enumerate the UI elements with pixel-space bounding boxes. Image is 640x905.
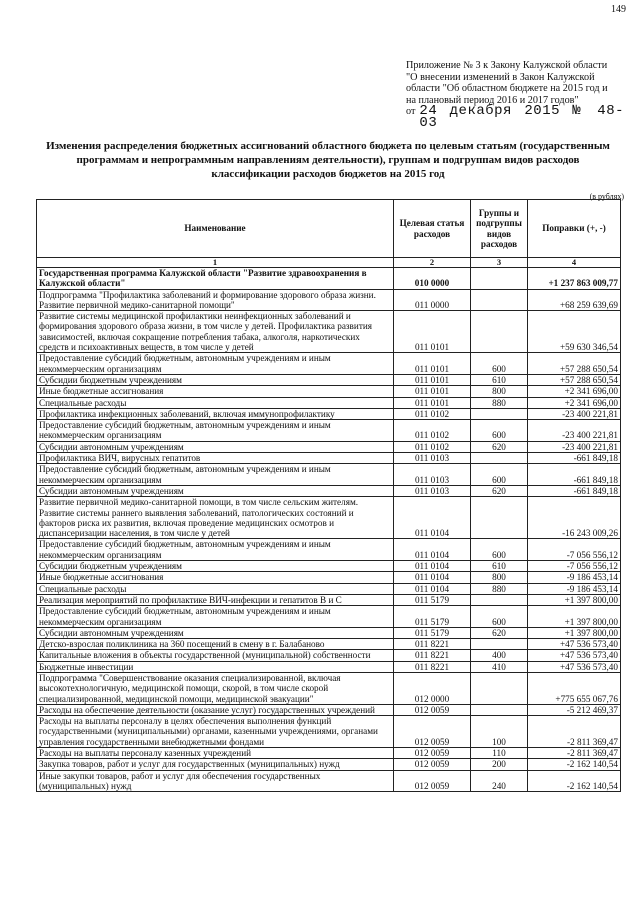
row-name: Предоставление субсидий бюджетным, автономным учреждениям и иным некоммерческим организациям	[37, 464, 394, 486]
row-group: 620	[471, 485, 528, 496]
row-amount: -661 849,18	[528, 453, 621, 464]
unit-note: (в рублях)	[589, 192, 624, 201]
row-amount: -23 400 221,81	[528, 408, 621, 419]
table-row	[37, 639, 621, 650]
row-amount: -2 811 369,47	[528, 748, 621, 759]
page-number: 149	[611, 4, 626, 15]
row-name: Расходы на обеспечение деятельности (оказание услуг) государственных учреждений	[37, 704, 394, 715]
row-group: 600	[471, 606, 528, 628]
row-name: Подпрограмма "Совершенствование оказания специализированной, включая высокотехнологичную, медицинской помощи, скорой, в том числе скорой специализированной, медицинской помощи, медицинской эвакуации"	[37, 672, 394, 704]
row-amount: -661 849,18	[528, 485, 621, 496]
header-code: Целевая статья расходов	[394, 200, 471, 258]
appendix-note	[406, 60, 624, 130]
row-name: Иные закупки товаров, работ и услуг для обеспечения государственных (муниципальных) нужд	[37, 770, 394, 792]
table-row	[37, 453, 621, 464]
column-number: 1	[37, 258, 394, 268]
table-row	[37, 583, 621, 594]
row-amount: +57 288 650,54	[528, 353, 621, 375]
row-code: 011 0101	[394, 386, 471, 397]
table-row	[37, 420, 621, 442]
table-row	[37, 770, 621, 792]
date-prefix: от	[406, 106, 416, 118]
budget-table	[36, 199, 621, 792]
row-name: Предоставление субсидий бюджетным, автономным учреждениям и иным некоммерческим организациям	[37, 353, 394, 375]
row-name: Бюджетные инвестиции	[37, 661, 394, 672]
table-row	[37, 386, 621, 397]
row-group: 600	[471, 539, 528, 561]
row-code: 012 0059	[394, 704, 471, 715]
row-code: 012 0059	[394, 748, 471, 759]
row-amount: -661 849,18	[528, 464, 621, 486]
table-row	[37, 497, 621, 539]
row-amount: -23 400 221,81	[528, 441, 621, 452]
table-row	[37, 374, 621, 385]
law-date-line	[406, 103, 624, 131]
row-code: 011 0103	[394, 453, 471, 464]
row-group	[471, 672, 528, 704]
row-name: Реализация мероприятий по профилактике ВИЧ-инфекции и гепатитов В и С	[37, 594, 394, 605]
row-name: Специальные расходы	[37, 583, 394, 594]
row-code: 012 0059	[394, 759, 471, 770]
row-amount: +775 655 067,76	[528, 672, 621, 704]
column-number: 4	[528, 258, 621, 268]
row-group: 600	[471, 420, 528, 442]
table-row	[37, 441, 621, 452]
row-group: 400	[471, 650, 528, 661]
row-code: 012 0059	[394, 770, 471, 792]
table-row	[37, 672, 621, 704]
row-amount: -2 162 140,54	[528, 759, 621, 770]
table-row	[37, 353, 621, 375]
row-name: Государственная программа Калужской области "Развитие здравоохранения в Калужской области"	[37, 268, 394, 290]
table-row	[37, 748, 621, 759]
row-code: 011 0103	[394, 464, 471, 486]
row-name: Капитальные вложения в объекты государственной (муниципальной) собственности	[37, 650, 394, 661]
row-group: 100	[471, 716, 528, 748]
appendix-line: области "Об областном бюджете на 2015 год и	[406, 83, 608, 95]
header-group: Группы и подгруппы видов расходов	[471, 200, 528, 258]
row-group	[471, 704, 528, 715]
table-row	[37, 485, 621, 496]
row-group: 610	[471, 374, 528, 385]
table-row	[37, 704, 621, 715]
column-number: 3	[471, 258, 528, 268]
row-code: 012 0059	[394, 716, 471, 748]
table-row	[37, 606, 621, 628]
row-amount: -9 186 453,14	[528, 583, 621, 594]
row-code: 011 8221	[394, 661, 471, 672]
row-group	[471, 594, 528, 605]
row-group	[471, 408, 528, 419]
table-row	[37, 268, 621, 290]
document-title: Изменения распределения бюджетных ассигнований областного бюджета по целевым статьям (государственным программам и непрограммным направлениям деятельности), группам и подгруппам видов расходов классификации расходов бюджетов на 2015 год	[46, 140, 610, 180]
table-row	[37, 539, 621, 561]
row-group: 620	[471, 441, 528, 452]
row-code: 011 0102	[394, 408, 471, 419]
row-name: Предоставление субсидий бюджетным, автономным учреждениям и иным некоммерческим организациям	[37, 539, 394, 561]
row-group: 410	[471, 661, 528, 672]
row-amount: -16 243 009,26	[528, 497, 621, 539]
row-group: 200	[471, 759, 528, 770]
table-row	[37, 759, 621, 770]
row-amount: -7 056 556,12	[528, 539, 621, 561]
row-amount: +57 288 650,54	[528, 374, 621, 385]
row-code: 011 8221	[394, 650, 471, 661]
row-group: 610	[471, 561, 528, 572]
row-amount: +68 259 639,69	[528, 289, 621, 311]
row-name: Специальные расходы	[37, 397, 394, 408]
row-group	[471, 639, 528, 650]
row-code: 011 0101	[394, 353, 471, 375]
row-code: 011 0102	[394, 441, 471, 452]
row-code: 011 0101	[394, 374, 471, 385]
table-header-row	[37, 200, 621, 258]
row-name: Расходы на выплаты персоналу в целях обеспечения выполнения функций государственными (муниципальными) органами, казенными учреждениями, органами управления государственными внебюджетными фондами	[37, 716, 394, 748]
row-group: 880	[471, 397, 528, 408]
table-row	[37, 397, 621, 408]
row-amount: -9 186 453,14	[528, 572, 621, 583]
row-name: Закупка товаров, работ и услуг для государственных (муниципальных) нужд	[37, 759, 394, 770]
row-name: Субсидии бюджетным учреждениям	[37, 561, 394, 572]
row-name: Профилактика ВИЧ, вирусных гепатитов	[37, 453, 394, 464]
row-group: 110	[471, 748, 528, 759]
row-group: 600	[471, 353, 528, 375]
row-code: 011 0000	[394, 289, 471, 311]
row-amount: -23 400 221,81	[528, 420, 621, 442]
row-amount: -2 162 140,54	[528, 770, 621, 792]
appendix-line: Приложение № 3 к Закону Калужской области	[406, 60, 608, 71]
row-name: Детско-взрослая поликлиника на 360 посещений в смену в г. Балабаново	[37, 639, 394, 650]
row-amount: +1 397 800,00	[528, 627, 621, 638]
row-code: 011 0104	[394, 583, 471, 594]
table-row	[37, 289, 621, 311]
table-body	[37, 268, 621, 792]
row-name: Профилактика инфекционных заболеваний, включая иммунопрофилактику	[37, 408, 394, 419]
row-code: 011 0104	[394, 539, 471, 561]
table-row	[37, 572, 621, 583]
table-row	[37, 627, 621, 638]
row-amount: -5 212 469,37	[528, 704, 621, 715]
row-amount: +47 536 573,40	[528, 650, 621, 661]
row-group	[471, 289, 528, 311]
row-name: Подпрограмма "Профилактика заболеваний и формирование здорового образа жизни. Развитие первичной медико-санитарной помощи"	[37, 289, 394, 311]
row-amount: +1 397 800,00	[528, 606, 621, 628]
row-group: 600	[471, 464, 528, 486]
row-code: 011 5179	[394, 606, 471, 628]
row-group: 800	[471, 572, 528, 583]
row-group: 880	[471, 583, 528, 594]
row-group: 620	[471, 627, 528, 638]
table-row	[37, 561, 621, 572]
row-code: 011 0103	[394, 485, 471, 496]
table-row	[37, 661, 621, 672]
row-name: Субсидии автономным учреждениям	[37, 627, 394, 638]
row-name: Развитие первичной медико-санитарной помощи, в том числе сельским жителям. Развитие системы раннего выявления заболеваний, патологических состояний и факторов риска их развития, включая проведение медицинских осмотров и диспансеризации населения, в том числе у детей	[37, 497, 394, 539]
row-code: 012 0000	[394, 672, 471, 704]
row-code: 011 0104	[394, 497, 471, 539]
row-name: Иные бюджетные ассигнования	[37, 572, 394, 583]
table-row	[37, 716, 621, 748]
row-group	[471, 268, 528, 290]
table-row	[37, 464, 621, 486]
row-group	[471, 497, 528, 539]
header-name: Наименование	[37, 200, 394, 258]
row-group: 240	[471, 770, 528, 792]
row-group	[471, 311, 528, 353]
table-row	[37, 408, 621, 419]
appendix-line: на плановый период 2016 и 2017 годов"	[406, 94, 579, 106]
row-group: 800	[471, 386, 528, 397]
row-amount: +59 630 346,54	[528, 311, 621, 353]
row-amount: +1 237 863 009,77	[528, 268, 621, 290]
column-number-row	[37, 258, 621, 268]
row-amount: -7 056 556,12	[528, 561, 621, 572]
row-name: Субсидии автономным учреждениям	[37, 441, 394, 452]
row-name: Предоставление субсидий бюджетным, автономным учреждениям и иным некоммерческим организациям	[37, 420, 394, 442]
row-name: Развитие системы медицинской профилактики неинфекционных заболеваний и формирования здорового образа жизни, в том числе у детей. Профилактика развития зависимостей, включая сокращение потребления табака, алкоголя, наркотических средств и психоактивных веществ, в том числе у детей	[37, 311, 394, 353]
row-code: 011 0102	[394, 420, 471, 442]
row-amount: +47 536 573,40	[528, 639, 621, 650]
row-amount: +1 397 800,00	[528, 594, 621, 605]
row-name: Субсидии бюджетным учреждениям	[37, 374, 394, 385]
row-amount: -2 811 369,47	[528, 716, 621, 748]
row-code: 011 5179	[394, 594, 471, 605]
row-amount: +2 341 696,00	[528, 397, 621, 408]
row-code: 010 0000	[394, 268, 471, 290]
header-amount: Поправки (+, -)	[528, 200, 621, 258]
row-code: 011 8221	[394, 639, 471, 650]
row-name: Иные бюджетные ассигнования	[37, 386, 394, 397]
table-row	[37, 594, 621, 605]
row-code: 011 0101	[394, 397, 471, 408]
table-row	[37, 650, 621, 661]
row-name: Предоставление субсидий бюджетным, автономным учреждениям и иным некоммерческим организациям	[37, 606, 394, 628]
row-amount: +2 341 696,00	[528, 386, 621, 397]
row-code: 011 0101	[394, 311, 471, 353]
row-code: 011 5179	[394, 627, 471, 638]
row-code: 011 0104	[394, 572, 471, 583]
column-number: 2	[394, 258, 471, 268]
table-row	[37, 311, 621, 353]
row-name: Расходы на выплаты персоналу казенных учреждений	[37, 748, 394, 759]
law-date-number: 24 декабря 2015 № 48-03	[419, 103, 624, 131]
row-amount: +47 536 573,40	[528, 661, 621, 672]
row-group	[471, 453, 528, 464]
row-name: Субсидии автономным учреждениям	[37, 485, 394, 496]
appendix-line: "О внесении изменений в Закон Калужской	[406, 71, 595, 83]
row-code: 011 0104	[394, 561, 471, 572]
